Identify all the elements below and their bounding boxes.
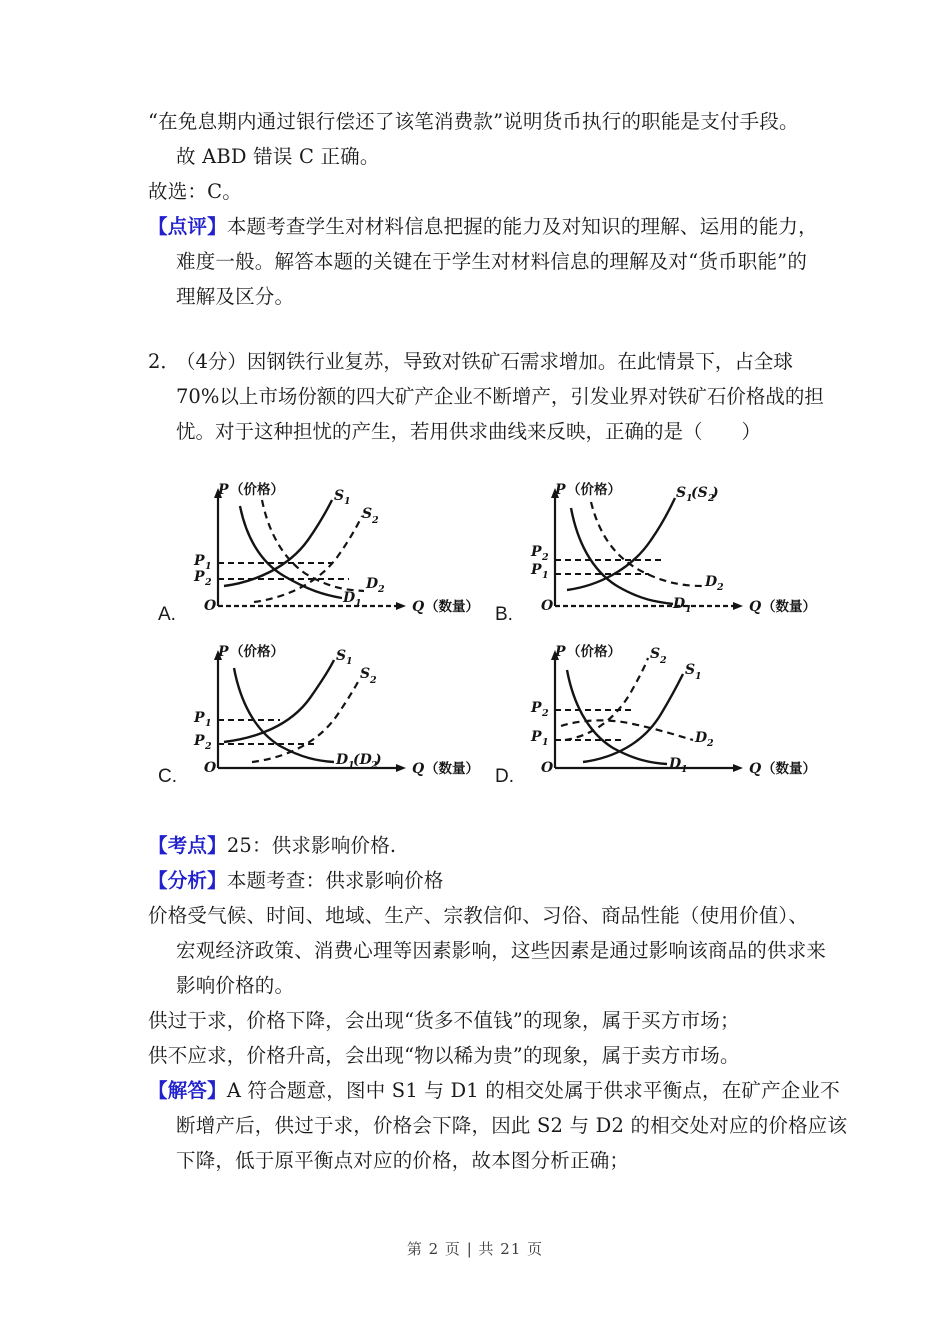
fenxi-body-line-2: 宏观经济政策、消费心理等因素影响，这些因素是通过影响该商品的供求来 [176,939,827,962]
question-line-1 [148,344,816,379]
option-b-letter: B. [495,604,513,625]
analysis-section [148,828,848,1178]
option-c-figure [158,640,488,790]
curve-sub-s1-c: 1 [346,656,353,667]
curve-sub-d2-d: 2 [707,738,714,749]
kaodian-text: 25：供求影响价格. [226,834,397,857]
jieda-line-3: 下降，低于原平衡点对应的价格，故本图分析正确； [176,1149,630,1172]
curve-sub-d2-b: 2 [717,582,724,593]
curve-label-d2-c: (D [353,752,372,768]
axis-label-q-cn-d: （数量） [762,761,816,777]
curve-label-d1-a: D [343,590,356,606]
question-line-3: 忧。对于这种担忧的产生，若用供求曲线来反映，正确的是（ ） [176,420,762,443]
top-text-section [148,104,824,449]
curve-label-s2-d: S [650,646,661,662]
origin-label-d: O [541,760,554,776]
curve-label-s1-d: S [685,662,696,678]
curve-sub-s2-a: 2 [372,515,379,526]
curve-s1-c [224,660,334,742]
curve-sub-d1-c: 1 [348,760,355,771]
curve-d1-b [571,508,673,604]
option-a-chart [184,478,484,628]
price-sub-p1-a: 1 [205,561,212,572]
price-label-p1-b: P [531,562,542,578]
supply-demand-figure-group [150,478,830,798]
curve-s1s2-b [567,498,675,590]
comment-paragraph-line-1 [148,209,816,244]
option-d-letter: D. [495,766,514,787]
fenxi-tag: 【分析】 [148,869,227,892]
price-sub-p2-b: 2 [542,552,549,563]
price-sub-p1-d: 1 [542,737,549,748]
option-d-figure [495,640,825,790]
price-sub-p2-a: 2 [205,577,212,588]
origin-label-c: O [204,760,217,776]
curve-label-d2-close-c: ) [375,752,382,768]
question-number: 2． [148,350,180,373]
option-a-letter: A. [158,604,176,625]
option-a-figure [158,478,488,628]
price-sub-p2-d: 2 [542,708,549,719]
axis-label-q-b: Q [749,599,762,615]
price-label-p2-c: P [194,733,205,749]
curve-label-d2-b: D [705,574,718,590]
curve-label-s2-c: S [360,666,371,682]
axes-b [551,488,743,610]
axis-label-q-a: Q [412,599,425,615]
option-c-letter: C. [158,766,177,787]
curve-sub-s2-d: 2 [660,655,667,666]
curve-sub-s1-a: 1 [344,496,351,507]
option-b-figure [495,478,825,628]
price-label-p2-d: P [531,700,542,716]
fenxi-body-line-3: 影响价格的。 [176,974,295,997]
comment-paragraph-line-2: 难度一般。解答本题的关键在于学生对材料信息的理解及对“货币职能”的 [176,250,808,273]
axis-label-p-cn-a: （价格） [230,482,284,498]
price-label-p1-a: P [194,553,205,569]
option-d-chart [521,640,821,790]
curve-label-s2-close-b: ) [712,485,719,501]
question-line-2: 70%以上市场份额的四大矿产企业不断增产，引发业界对铁矿石价格战的担 [176,385,824,408]
curve-sub-s2-c: 2 [370,675,377,686]
jieda-text-1: A 符合题意，图中 S1 与 D1 的相交处属于供求平衡点，在矿产企业不 [226,1079,840,1102]
price-label-p2-a: P [194,569,205,585]
curve-label-s1-a: S [334,488,345,504]
fenxi-line [148,863,820,898]
explanation-line-2: 故 ABD 错误 C 正确。 [176,145,380,168]
curve-sub-s1-d: 1 [695,671,702,682]
curve-sub-d2-a: 2 [378,584,385,595]
option-c-chart [184,640,484,790]
curve-label-d2-a: D [366,576,379,592]
curve-d1d2-c [234,668,334,762]
fenxi-body-line-4: 供过于求，价格下降，会出现“货多不值钱”的现象，属于买方市场； [148,1009,740,1032]
curve-label-s2-b: (S [691,485,708,501]
price-sub-p1-c: 1 [205,718,212,729]
axis-label-q-c: Q [412,761,425,777]
axis-label-p-d: P [555,644,566,660]
curve-d2-a [262,500,364,591]
curve-label-d2-d: D [695,730,708,746]
curve-label-d1-c: D [336,752,349,768]
axis-label-q-cn-a: （数量） [425,599,479,615]
question-text-1: （4分）因钢铁行业复苏，导致对铁矿石需求增加。在此情景下，占全球 [176,350,793,373]
axis-label-q-cn-c: （数量） [425,761,479,777]
curve-sub-s1-b: 1 [686,493,693,504]
curve-sub-d1-b: 1 [685,604,692,615]
comment-paragraph-line-3: 理解及区分。 [176,285,295,308]
jieda-line-1 [148,1073,840,1108]
axis-label-p-a: P [218,482,229,498]
fenxi-text: 本题考查：供求影响价格 [226,869,444,892]
origin-label-a: O [204,598,217,614]
option-b-chart [521,478,821,628]
axis-label-q-cn-b: （数量） [762,599,816,615]
price-sub-p2-c: 2 [205,741,212,752]
jieda-tag: 【解答】 [148,1079,227,1102]
curve-sub-d1-d: 1 [681,764,688,775]
price-sub-p1-b: 1 [542,570,549,581]
page-footer: 第 2 页 | 共 21 页 [406,1240,544,1258]
axis-label-p-cn-c: （价格） [230,644,284,660]
fenxi-body-line-5: 供不应求，价格升高，会出现“物以稀为贵”的现象，属于卖方市场。 [148,1044,740,1067]
curve-sub-d1-a: 1 [355,598,362,609]
kaodian-line [148,828,820,863]
axis-label-p-b: P [555,482,566,498]
curve-label-s2-a: S [362,506,373,522]
jieda-line-2: 断增产后，供过于求，价格会下降，因此 S2 与 D2 的相交处对应的价格应该 [176,1114,848,1137]
comment-text-1: 本题考查学生对材料信息把握的能力及对知识的理解、运用的能力， [226,215,818,238]
kaodian-tag: 【考点】 [148,834,227,857]
curve-d1-d [567,670,667,764]
price-label-p1-c: P [194,710,205,726]
axis-label-p-cn-d: （价格） [567,644,621,660]
curve-label-d1-b: D [673,596,686,612]
curve-label-d1-d: D [669,756,682,772]
curve-sub-s2-b: 2 [708,493,715,504]
comment-tag: 【点评】 [148,215,227,238]
price-label-p2-b: P [531,544,542,560]
curve-label-s1-c: S [336,648,347,664]
answer-choice-line: 故选：C。 [148,180,242,203]
axis-label-p-cn-b: （价格） [567,482,621,498]
fenxi-body-line-1: 价格受气候、时间、地域、生产、宗教信仰、习俗、商品性能（使用价值）、 [148,904,809,927]
origin-label-b: O [541,598,554,614]
axis-label-q-d: Q [749,761,762,777]
curve-label-s1-b: S [676,485,687,501]
curve-sub-d2-c: 2 [371,760,378,771]
price-label-p1-d: P [531,729,542,745]
curve-s2-d [565,658,648,740]
explanation-line-1: “在免息期内通过银行偿还了该笔消费款”说明货币执行的职能是支付手段。 [148,110,799,133]
axis-label-p-c: P [218,644,229,660]
